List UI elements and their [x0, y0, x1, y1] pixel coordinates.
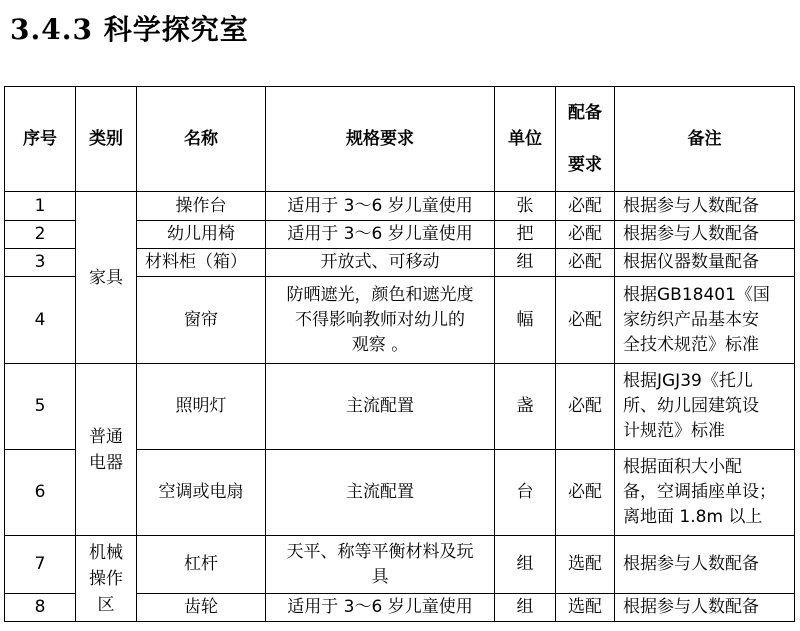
- item-unit: 组: [495, 536, 556, 594]
- item-unit: 组: [495, 249, 556, 277]
- row-number: 2: [5, 221, 76, 249]
- category-cell: 普通 电器: [76, 364, 137, 536]
- item-spec: 防晒遮光，颜色和遮光度 不得影响教师对幼儿的 观察 。: [266, 277, 495, 364]
- header-spec: 规格要求: [266, 87, 495, 192]
- table-row: [5, 536, 795, 594]
- item-spec: 主流配置: [266, 450, 495, 536]
- item-spec: 适用于 3～6 岁儿童使用: [266, 192, 495, 221]
- item-unit: 组: [495, 594, 556, 622]
- item-name: 窗帘: [137, 277, 266, 364]
- item-note: 根据参与人数配备: [615, 594, 795, 622]
- item-unit: 盏: [495, 364, 556, 450]
- item-spec: 开放式、可移动: [266, 249, 495, 277]
- header-row: [5, 87, 795, 192]
- item-requirement: 选配: [556, 594, 615, 622]
- item-name: 齿轮: [137, 594, 266, 622]
- item-requirement: 必配: [556, 450, 615, 536]
- table-row: [5, 192, 795, 221]
- row-number: 5: [5, 364, 76, 450]
- item-name: 材料柜（箱）: [137, 249, 266, 277]
- item-spec: 适用于 3～6 岁儿童使用: [266, 594, 495, 622]
- item-note: 根据参与人数配备: [615, 536, 795, 594]
- header-seq: 序号: [5, 87, 76, 192]
- header-category: 类别: [76, 87, 137, 192]
- category-cell: 机械 操作 区: [76, 536, 137, 622]
- category-cell: 家具: [76, 192, 137, 364]
- item-requirement: 必配: [556, 192, 615, 221]
- header-name: 名称: [137, 87, 266, 192]
- row-number: 8: [5, 594, 76, 622]
- item-requirement: 必配: [556, 277, 615, 364]
- row-number: 3: [5, 249, 76, 277]
- item-requirement: 必配: [556, 364, 615, 450]
- item-unit: 张: [495, 192, 556, 221]
- item-note: 根据参与人数配备: [615, 192, 795, 221]
- item-requirement: 必配: [556, 249, 615, 277]
- item-spec: 主流配置: [266, 364, 495, 450]
- item-name: 空调或电扇: [137, 450, 266, 536]
- header-unit: 单位: [495, 87, 556, 192]
- section-title: 3.4.3 科学探究室: [10, 13, 249, 46]
- item-note: 根据参与人数配备: [615, 221, 795, 249]
- row-number: 4: [5, 277, 76, 364]
- item-note: 根据JGJ39《托儿 所、幼儿园建筑设 计规范》标准: [615, 364, 795, 450]
- header-requirement: 配备 要求: [556, 87, 615, 192]
- header-note: 备注: [615, 87, 795, 192]
- item-unit: 把: [495, 221, 556, 249]
- item-requirement: 必配: [556, 221, 615, 249]
- item-name: 幼儿用椅: [137, 221, 266, 249]
- item-requirement: 选配: [556, 536, 615, 594]
- row-number: 7: [5, 536, 76, 594]
- equipment-table: [4, 86, 795, 622]
- item-name: 照明灯: [137, 364, 266, 450]
- item-note: 根据仪器数量配备: [615, 249, 795, 277]
- item-name: 操作台: [137, 192, 266, 221]
- row-number: 6: [5, 450, 76, 536]
- item-spec: 适用于 3～6 岁儿童使用: [266, 221, 495, 249]
- item-unit: 台: [495, 450, 556, 536]
- table-row: [5, 364, 795, 450]
- row-number: 1: [5, 192, 76, 221]
- item-spec: 天平、称等平衡材料及玩 具: [266, 536, 495, 594]
- item-note: 根据GB18401《国 家纺织产品基本安 全技术规范》标准: [615, 277, 795, 364]
- item-note: 根据面积大小配 备，空调插座单设； 离地面 1.8m 以上: [615, 450, 795, 536]
- item-name: 杠杆: [137, 536, 266, 594]
- item-unit: 幅: [495, 277, 556, 364]
